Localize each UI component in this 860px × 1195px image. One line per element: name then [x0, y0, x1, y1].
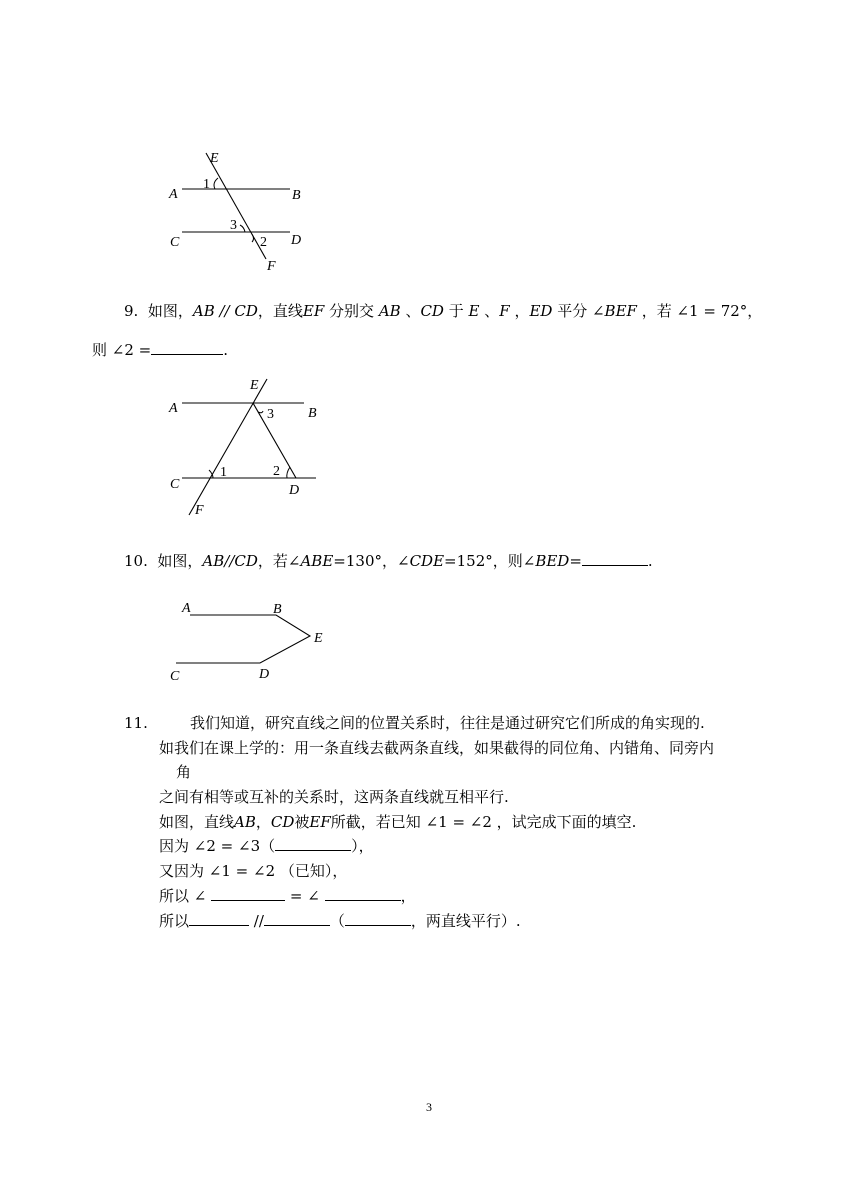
question-10 — [124, 551, 653, 571]
q11-angle-eq: ∠1 = ∠2 — [425, 813, 492, 831]
q10-value-152: 152° — [456, 552, 493, 570]
q9-e: E — [468, 302, 480, 320]
question-10-number: 10. — [124, 552, 148, 570]
q11-paren-close: ）， — [351, 837, 374, 855]
q10-abe: ABE — [300, 552, 334, 570]
q11-also: 又因为 — [159, 862, 209, 880]
figure-parallel-lines-transversal — [160, 145, 320, 280]
q9-ef: EF — [302, 302, 325, 320]
q11-conclusion: ，两直线平行）. — [410, 912, 521, 930]
q11-text-4: ，试完成下面的填空. — [491, 813, 637, 831]
angle-1-arc — [214, 178, 218, 189]
answer-blank-angle-1[interactable] — [211, 886, 285, 901]
q11-parallel: // — [249, 912, 264, 930]
q9-ed: ED — [529, 302, 553, 320]
q9-text-4: 、 — [400, 302, 421, 320]
angle-2-arc — [287, 467, 290, 478]
q11-paren-open: （ — [260, 837, 276, 855]
q11-comma-2: ， — [400, 887, 416, 905]
label-angle-2: 2 — [260, 235, 267, 250]
figure-bent-lines — [160, 592, 340, 687]
q11-so-angle: 所以 ∠ — [159, 887, 212, 905]
question-11-line-6 — [159, 836, 374, 856]
q9-text-2: ，直线 — [257, 302, 303, 320]
line-ef — [206, 153, 266, 259]
label-angle-3: 3 — [267, 407, 274, 422]
q10-ab-cd: AB//CD — [202, 552, 258, 570]
q11-cd: CD — [270, 813, 295, 831]
q10-cde: CDE — [409, 552, 445, 570]
q10-value-130: 130° — [345, 552, 382, 570]
q11-ef: EF — [309, 813, 331, 831]
q9-text-5: 于 — [443, 302, 469, 320]
question-11-line-5 — [159, 812, 636, 832]
q11-so: 所以 — [159, 912, 190, 930]
label-d: D — [259, 667, 270, 682]
question-11-line-8 — [159, 886, 416, 906]
figure-angle-bisector — [160, 372, 330, 520]
label-e: E — [210, 151, 219, 166]
question-11-line-1: 我们知道，研究直线之间的位置关系时，往往是通过研究它们所成的角实现的. — [190, 714, 705, 732]
question-11-line-3: 角 — [176, 763, 192, 781]
label-c: C — [170, 477, 180, 492]
q11-text-3: 所截，若已知 — [330, 813, 426, 831]
q9-angle-2: ∠2 = — [111, 341, 152, 359]
label-b: B — [292, 188, 301, 203]
label-a: A — [169, 401, 178, 416]
q10-eq-2: = — [444, 552, 457, 570]
q11-ab: AB — [234, 813, 256, 831]
q9-period: . — [223, 341, 229, 359]
answer-blank-reason-2[interactable] — [345, 911, 411, 926]
q9-text-7: ， — [509, 302, 530, 320]
q9-text-1: 如图， — [147, 302, 193, 320]
label-f: F — [267, 259, 276, 274]
angle-3-arc — [240, 225, 245, 232]
label-angle-2: 2 — [273, 464, 280, 479]
q11-text-2: 被 — [294, 813, 310, 831]
label-e: E — [250, 378, 259, 393]
label-b: B — [273, 602, 282, 617]
label-d: D — [291, 233, 302, 248]
question-11-line-7 — [159, 861, 347, 881]
question-11-line-2: 如我们在课上学的：用一条直线去截两条直线，如果截得的同位角、内错角、同旁内 — [159, 739, 715, 757]
answer-blank-line-2[interactable] — [264, 911, 330, 926]
label-d: D — [289, 483, 300, 498]
q10-period: . — [647, 552, 653, 570]
q10-bed: BED — [535, 552, 570, 570]
answer-blank-q10[interactable] — [582, 551, 648, 566]
q9-then: 则 — [92, 341, 112, 359]
q9-text-3: 分别交 — [324, 302, 379, 320]
q9-text-9: ，若 — [636, 302, 677, 320]
question-11-line-9 — [159, 911, 521, 931]
q9-ab-cd: AB // CD — [192, 302, 258, 320]
q11-angle-2-3: ∠2 = ∠3 — [193, 837, 261, 855]
q11-text-1: 如图，直线 — [159, 813, 235, 831]
angle-2-arc — [252, 234, 254, 242]
answer-blank-reason-1[interactable] — [275, 836, 351, 851]
question-9-number: 9. — [124, 302, 139, 320]
label-angle-1: 1 — [220, 465, 227, 480]
q11-comma: ， — [255, 813, 271, 831]
q10-eq-1: = — [333, 552, 346, 570]
q11-because: 因为 — [159, 837, 194, 855]
q9-angle-1-value: ∠1 = 72° — [676, 302, 748, 320]
q10-text-2: ，若∠ — [257, 552, 301, 570]
question-11-line-4: 之间有相等或互补的关系时，这两条直线就互相平行. — [159, 788, 509, 806]
label-c: C — [170, 235, 180, 250]
q9-text-6: 、 — [479, 302, 500, 320]
q11-known: （已知）， — [275, 862, 348, 880]
q11-eq-angle: = ∠ — [285, 887, 325, 905]
label-f: F — [195, 503, 204, 518]
answer-blank-angle-2[interactable] — [325, 886, 401, 901]
q10-text-3: ，∠ — [382, 552, 410, 570]
q9-angle-bef: ∠BEF — [591, 302, 637, 320]
angle-3-arc — [258, 411, 263, 413]
label-angle-3: 3 — [230, 218, 237, 233]
label-c: C — [170, 669, 180, 684]
path-a-b-e-d-c — [176, 615, 310, 663]
q10-text-1: 如图， — [157, 552, 203, 570]
q9-text-10: ， — [747, 302, 763, 320]
q10-eq-3: = — [569, 552, 582, 570]
label-b: B — [308, 406, 317, 421]
label-a: A — [169, 187, 178, 202]
answer-blank-line-1[interactable] — [189, 911, 249, 926]
question-9-line-1 — [124, 301, 762, 321]
q9-f: F — [499, 302, 510, 320]
label-a: A — [182, 601, 191, 616]
q11-angle-1-2: ∠1 = ∠2 — [208, 862, 276, 880]
q10-text-4: ，则∠ — [492, 552, 536, 570]
q9-ab: AB — [378, 302, 401, 320]
label-e: E — [314, 631, 323, 646]
question-11-number: 11. — [124, 714, 148, 732]
q11-paren-open-2: （ — [329, 912, 345, 930]
q9-cd: CD — [420, 302, 444, 320]
page-number: 3 — [426, 1100, 432, 1114]
question-9-line-2 — [92, 340, 228, 360]
answer-blank-q9[interactable] — [151, 340, 223, 355]
q9-text-8: 平分 — [552, 302, 592, 320]
line-ef — [189, 379, 267, 515]
label-angle-1: 1 — [203, 177, 210, 192]
